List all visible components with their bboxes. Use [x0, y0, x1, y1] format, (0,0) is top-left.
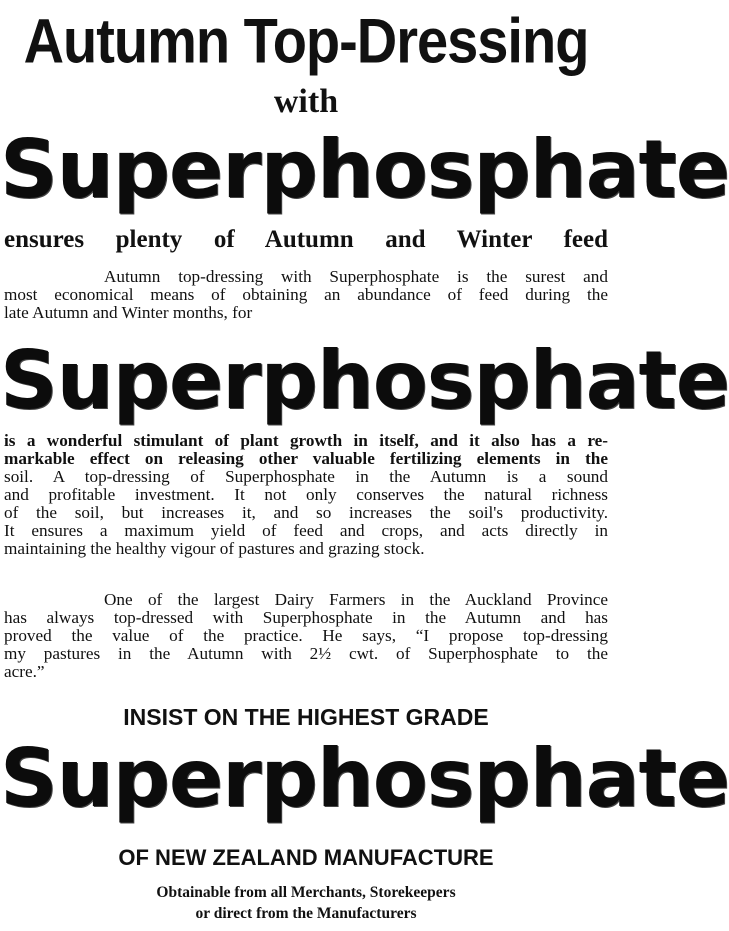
brand-name-bottom: Superphosphate: [0, 732, 729, 825]
paragraph-line: of the soil, but increases it, and so increases the soil's productivity.: [4, 503, 608, 522]
paragraph-line: Autumn top-dressing with Superphosphate is the surest and: [104, 267, 608, 286]
paragraph-line: maintaining the healthy vigour of pastures and grazing stock.: [4, 539, 425, 558]
paragraph-line: and profitable investment. It not only conserves the natural richness: [4, 485, 608, 504]
paragraph-benefits: [4, 432, 608, 558]
paragraph-line: markable effect on releasing other valuable fertilizing elements in the: [4, 449, 608, 468]
paragraph-intro: [4, 268, 608, 322]
paragraph-line: late Autumn and Winter months, for: [4, 303, 253, 322]
paragraph-line: most economical means of obtaining an abundance of feed during the: [4, 285, 608, 304]
paragraph-line: soil. A top-dressing of Superphosphate in the Autumn is a sound: [4, 467, 608, 486]
subheadline: ensures plenty of Autumn and Winter feed: [4, 226, 608, 253]
paragraph-line: has always top-dressed with Superphosphate in the Autumn and has: [4, 608, 608, 627]
with-word: with: [273, 83, 339, 120]
paragraph-line: acre.”: [4, 662, 45, 681]
headline: Autumn Top-Dressing: [23, 5, 589, 76]
availability-note: [0, 882, 612, 928]
paragraph-line: One of the largest Dairy Farmers in the Auckland Province: [104, 590, 608, 609]
manufacture-line: OF NEW ZEALAND MANUFACTURE: [118, 845, 494, 870]
availability-line: or direct from the Manufacturers: [195, 905, 417, 922]
availability-line: Obtainable from all Merchants, Storekeepers: [156, 884, 456, 901]
paragraph-line: is a wonderful stimulant of plant growth in itself, and it also has a re-: [4, 431, 608, 450]
paragraph-testimonial: [4, 591, 608, 681]
insist-line: INSIST ON THE HIGHEST GRADE: [123, 704, 489, 730]
paragraph-line: It ensures a maximum yield of feed and crops, and acts directly in: [4, 521, 608, 540]
brand-name-top: Superphosphate: [0, 123, 729, 216]
paragraph-line: my pastures in the Autumn with 2½ cwt. of Superphosphate to the: [4, 644, 608, 663]
paragraph-line: proved the value of the practice. He says, “I propose top-dressing: [4, 626, 608, 645]
brand-name-middle: Superphosphate: [0, 334, 729, 427]
